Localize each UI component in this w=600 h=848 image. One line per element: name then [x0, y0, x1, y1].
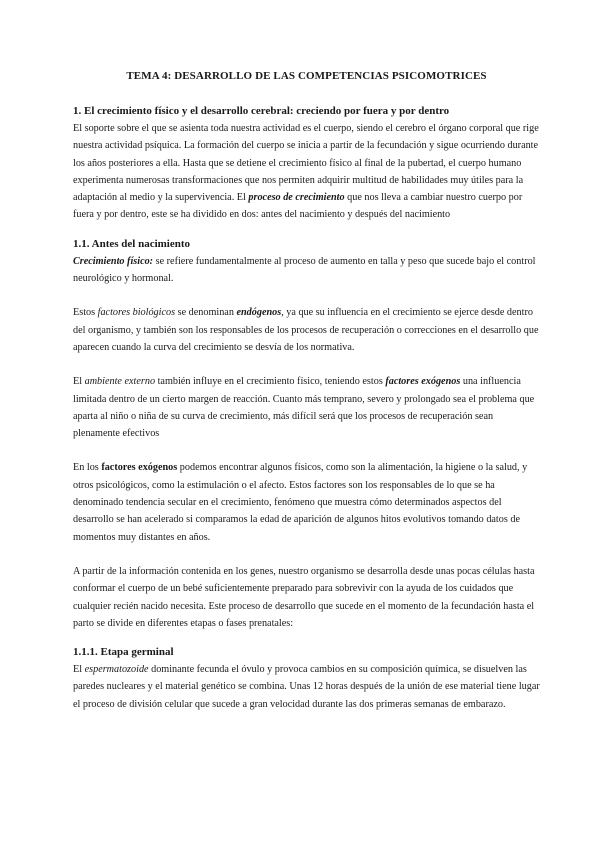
section-1-heading: 1. El crecimiento físico y el desarrollo cerebral: creciendo por fuera y por dentro — [73, 105, 450, 117]
etapa-germinal-paragraph — [73, 661, 540, 713]
text-run: se denominan — [175, 307, 237, 319]
text-run: que nos lleva a cambiar nuestro cuerpo por fuera y por dentro, este se ha dividido en dos: antes del nacimiento y después del nacimiento — [73, 192, 523, 221]
document-title: TEMA 4: DESARROLLO DE LAS COMPETENCIAS PSICOMOTRICES — [126, 70, 487, 82]
text-run: El — [73, 664, 85, 676]
emphasis-proceso-crecimiento: proceso de crecimiento — [248, 192, 345, 204]
section-1-1-heading: 1.1. Antes del nacimiento — [73, 237, 191, 250]
text-run: En los — [73, 462, 102, 474]
text-run: dominante fecunda el óvulo y provoca cambios en su composición química, se disuelven las paredes nucleares y el material genético se combina. Unas 12 horas después de la unión de ese material tiene lugar el proceso de división celular que sucede a gran velocidad durante las dos primeras semanas de embarazo. — [73, 664, 540, 710]
section-1-1-1-heading: 1.1.1. Etapa germinal — [73, 646, 174, 659]
text-run: podemos encontrar algunos físicos, como son la alimentación, la higiene o la salud, y otros psicológicos, como la estimulación o el afecto. Estos factores son los responsables de lo que se ha denominado tendencia secular en el crecimiento, fenómeno que muestra cómo determinados aspectos del desarrollo se han acelerado si comparamos la edad de aparición de algunos hitos evolutivos tomando datos de momentos muy distantes en años. — [73, 462, 528, 543]
section-1-paragraph — [73, 120, 540, 224]
emphasis-endogenos: endógenos — [236, 307, 282, 319]
text-run: también influye en el crecimiento físico, teniendo estos — [155, 376, 386, 388]
crecimiento-fisico-paragraph — [73, 253, 540, 288]
genes-paragraph: A partir de la información contenida en los genes, nuestro organismo se desarrolla desde unas pocas células hasta conformar el cuerpo de un bebé suficientemente preparado para sobrevivir con la ayuda de los cuidados que cualquier recién nacido necesita. Este proceso de desarrollo que sucede en el momento de la fecundación hasta el parto se divide en diferentes etapas o fases prenatales: — [73, 565, 535, 629]
text-run: Estos — [73, 307, 98, 319]
bold-factores-exogenos: factores exógenos — [101, 462, 178, 474]
factores-biologicos-paragraph — [73, 304, 540, 356]
factores-exogenos-paragraph — [73, 459, 540, 545]
italic-espermatozoide: espermatozoide — [84, 664, 149, 676]
ambiente-externo-paragraph — [73, 373, 540, 442]
text-run: El soporte sobre el que se asienta toda nuestra actividad es el cuerpo, siendo el cerebro el órgano corporal que rige nuestra actividad psíquica. La formación del cuerpo se inicia a partir de la fecundación y sigue ocurriendo durante los años posteriores a ella. Hasta que se detiene el crecimiento físico al final de la pubertad, el cuerpo humano experimenta numerosas transformaciones que nos permiten adquirir multitud de habilidades muy útiles para la adaptación al medio y la supervivencia. El — [73, 123, 539, 204]
emphasis-crecimiento-fisico: Crecimiento físico: — [73, 255, 154, 267]
text-run: se refiere fundamentalmente al proceso de aumento en talla y peso que sucede bajo el control neurológico y hormonal. — [73, 255, 536, 285]
text-run: una influencia limitada dentro de un cierto margen de reacción. Cuanto más temprano, severo y prolongado sea el problema que aparta al niño o niña de su curva de crecimiento, más difícil será que los procesos de recuperación sean plenamente efectivos — [73, 376, 535, 440]
emphasis-factores-exogenos: factores exógenos — [385, 376, 461, 388]
text-run: El — [73, 376, 85, 388]
text-run: , ya que su influencia en el crecimiento se ejerce desde dentro del organismo, y también son los responsables de los procesos de recuperación o correcciones en el desarrollo que aparecen cuando la curva del crecimiento se desvía de los normativa. — [73, 307, 539, 353]
italic-ambiente-externo: ambiente externo — [84, 376, 156, 388]
italic-factores-biologicos: factores biológicos — [97, 307, 176, 319]
